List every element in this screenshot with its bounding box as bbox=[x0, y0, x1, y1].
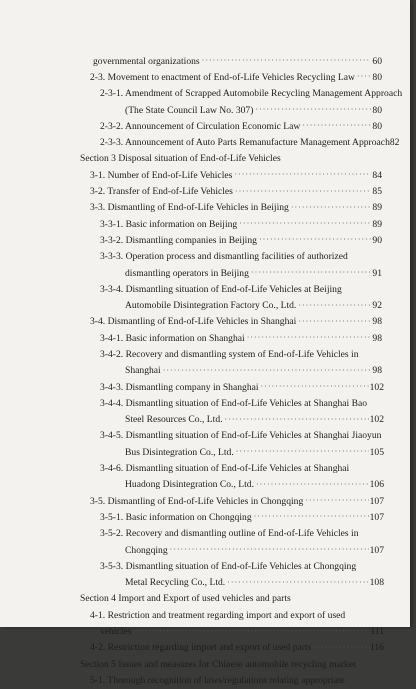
toc-entry-title: 3-3-3. Operation process and dismantling facilities of authorized bbox=[100, 251, 348, 263]
toc-entry-title: 3-4-3. Dismantling company in Shanghai bbox=[100, 381, 259, 393]
toc-entry-title: 3-3. Dismantling of End-of-Life Vehicles in Beijing bbox=[90, 202, 289, 214]
toc-entry bbox=[0, 216, 382, 232]
dot-leader bbox=[255, 105, 371, 115]
dot-leader bbox=[170, 545, 369, 555]
dot-leader bbox=[254, 512, 369, 522]
toc-entry-title: Section 5 Issues and measures for Chinese automobile recycling market bbox=[80, 658, 356, 670]
toc-page-number: 106 bbox=[369, 479, 384, 491]
toc-page-number: 107 bbox=[369, 544, 384, 556]
toc-entry-title: 2-3-1. Amendment of Scrapped Automobile Recycling Management Approach bbox=[100, 88, 403, 100]
toc-page-number: 107 bbox=[369, 495, 384, 507]
toc-entry bbox=[0, 265, 382, 281]
toc-entry bbox=[0, 346, 382, 362]
dot-leader bbox=[357, 72, 372, 82]
toc-entry-title: 3-4-1. Basic information on Shanghai bbox=[100, 332, 245, 344]
toc-page-number: 116 bbox=[369, 642, 384, 654]
dot-leader bbox=[261, 382, 369, 392]
toc-entry bbox=[0, 640, 384, 656]
dot-leader bbox=[225, 415, 369, 425]
toc-entry-title: vehicles bbox=[100, 626, 132, 638]
dot-leader bbox=[235, 187, 372, 197]
toc-entry bbox=[0, 412, 384, 428]
toc-entry bbox=[0, 444, 384, 460]
toc-entry bbox=[0, 151, 382, 167]
toc-page-number: 108 bbox=[369, 577, 384, 589]
toc-entry-title: 5-1. Thorough recognition of laws/regulations relating appropriate bbox=[90, 674, 345, 686]
dot-leader bbox=[234, 170, 371, 180]
toc-page-number: 89 bbox=[372, 202, 382, 214]
toc-entry-title: Bus Disintegration Co., Ltd. bbox=[125, 446, 234, 458]
toc-entry-title: 4-1. Restriction and treatment regarding import and export of used bbox=[90, 609, 346, 621]
toc-page-number: 102 bbox=[369, 381, 384, 393]
toc-entry-title: 4-2. Restriction regarding import and export of used parts bbox=[90, 642, 312, 654]
toc-page-number: 89 bbox=[372, 218, 382, 230]
toc-page-number: 80 bbox=[372, 104, 382, 116]
dot-leader bbox=[202, 56, 372, 66]
toc-entry-title: Section 3 Disposal situation of End-of-Life Vehicles bbox=[80, 153, 281, 165]
toc-entry-title: dismantling operators in Beijing bbox=[125, 267, 249, 279]
toc-entry-title: 3-2. Transfer of End-of-Life Vehicles bbox=[90, 186, 233, 198]
toc-entry bbox=[0, 509, 384, 525]
toc-entry bbox=[0, 591, 384, 607]
dot-leader bbox=[313, 643, 369, 653]
toc-page-number: 98 bbox=[372, 332, 382, 344]
dot-leader bbox=[256, 480, 369, 490]
toc-page-number: 102 bbox=[369, 414, 384, 426]
toc-entry bbox=[0, 656, 384, 672]
toc-entry-title: Huadong Disintegration Co., Ltd. bbox=[125, 479, 254, 491]
dot-leader bbox=[133, 627, 369, 637]
toc-entry bbox=[0, 477, 384, 493]
toc-entry bbox=[0, 558, 384, 574]
toc-entry bbox=[0, 86, 403, 102]
toc-entry-title: 3-5-2. Recovery and dismantling outline of End-of-Life Vehicles in bbox=[100, 528, 359, 540]
toc-page-number: 80 bbox=[372, 71, 382, 83]
toc-entry-title: 3-5-3. Dismantling situation of End-of-Life Vehicles at Chongqing bbox=[100, 560, 357, 572]
toc-entry-title: 2-3-2. Announcement of Circulation Economic Law bbox=[100, 120, 301, 132]
toc-entry bbox=[0, 330, 382, 346]
toc-entry bbox=[0, 672, 384, 688]
toc-entry bbox=[0, 53, 382, 69]
dot-leader bbox=[236, 447, 369, 457]
dot-leader bbox=[291, 203, 372, 213]
toc-entry bbox=[0, 249, 382, 265]
toc-entry-title: Steel Resources Co., Ltd. bbox=[125, 414, 223, 426]
toc-entry bbox=[0, 167, 382, 183]
toc-page-number: 90 bbox=[372, 234, 382, 246]
toc-entry-title: 2-3-3. Announcement of Auto Parts Remanufacture Management Approach bbox=[100, 137, 390, 149]
toc-page-number: 107 bbox=[369, 511, 384, 523]
toc-entry bbox=[0, 118, 382, 134]
dot-leader bbox=[305, 496, 368, 506]
toc-entry-title: 3-1. Number of End-of-Life Vehicles bbox=[90, 169, 233, 181]
toc-entry-title: 2-3. Movement to enactment of End-of-Life Vehicles Recycling Law bbox=[90, 71, 355, 83]
dot-leader bbox=[251, 268, 372, 278]
toc-page-number: 111 bbox=[370, 626, 384, 638]
toc-entry-title: 3-5-1. Basic information on Chongqing bbox=[100, 511, 252, 523]
dot-leader bbox=[227, 578, 368, 588]
toc-entry-title: 3-4-6. Dismantling situation of End-of-Life Vehicles at Shanghai bbox=[100, 463, 350, 475]
toc-entry bbox=[0, 395, 384, 411]
dot-leader bbox=[163, 366, 372, 376]
toc-entry-title: 3-4. Dismantling of End-of-Life Vehicles in Shanghai bbox=[90, 316, 297, 328]
toc-entry-title: 3-3-2. Dismantling companies in Beijing bbox=[100, 234, 257, 246]
toc-entry-title: Metal Recycling Co., Ltd. bbox=[125, 577, 226, 589]
toc-entry bbox=[0, 102, 382, 118]
toc-entry-title: Automobile Disintegration Factory Co., Ltd. bbox=[125, 300, 297, 312]
toc-entry-title: (The State Council Law No. 307) bbox=[125, 104, 254, 116]
toc-entry bbox=[0, 363, 382, 379]
toc-page-number: 98 bbox=[372, 365, 382, 377]
toc-entry-title: 3-4-2. Recovery and dismantling system of End-of-Life Vehicles in bbox=[100, 348, 359, 360]
toc-entry bbox=[0, 493, 384, 509]
toc-entry bbox=[0, 69, 382, 85]
toc-entry-title: 3-4-5. Dismantling situation of End-of-Life Vehicles at Shanghai Jiaoyun bbox=[100, 430, 382, 442]
toc-page-number: 80 bbox=[372, 120, 382, 132]
dot-leader bbox=[298, 301, 371, 311]
toc-entry bbox=[0, 200, 382, 216]
toc-entry bbox=[0, 526, 384, 542]
toc-entry bbox=[0, 607, 384, 623]
toc-page-number: 82 bbox=[389, 137, 400, 149]
toc-page-number: 85 bbox=[372, 186, 382, 198]
dot-leader bbox=[298, 317, 371, 327]
toc-page-number: 98 bbox=[372, 316, 382, 328]
dot-leader bbox=[259, 235, 371, 245]
toc-entry bbox=[0, 232, 382, 248]
toc-entry-title: 3-5. Dismantling of End-of-Life Vehicles in Chongqing bbox=[90, 495, 304, 507]
toc-entry bbox=[0, 575, 384, 591]
toc-page-number: 105 bbox=[369, 446, 384, 458]
dot-leader bbox=[247, 333, 372, 343]
toc-entry-title: 3-3-1. Basic information on Beijing bbox=[100, 218, 238, 230]
toc-entry bbox=[0, 428, 384, 444]
toc-entry bbox=[0, 542, 384, 558]
toc-page-number: 92 bbox=[372, 300, 382, 312]
toc-entry bbox=[0, 379, 384, 395]
table-of-contents bbox=[0, 53, 410, 689]
toc-entry-title: 3-3-4. Dismantling situation of End-of-Life Vehicles at Beijing bbox=[100, 283, 342, 295]
toc-entry bbox=[0, 134, 400, 150]
dot-leader bbox=[239, 219, 371, 229]
toc-entry-title: Chongqing bbox=[125, 544, 168, 556]
toc-entry-title: Shanghai bbox=[125, 365, 161, 377]
toc-entry-title: 3-4-4. Dismantling situation of End-of-Life Vehicles at Shanghai Bao bbox=[100, 397, 368, 409]
toc-entry bbox=[0, 314, 382, 330]
toc-entry bbox=[0, 623, 384, 639]
toc-entry bbox=[0, 297, 382, 313]
toc-page-number: 84 bbox=[372, 169, 382, 181]
toc-page-number: 60 bbox=[372, 55, 382, 67]
dot-leader bbox=[302, 121, 371, 131]
toc-entry bbox=[0, 460, 384, 476]
toc-page-number: 91 bbox=[372, 267, 382, 279]
toc-entry-title: governmental organizations bbox=[93, 55, 200, 67]
toc-entry-title: Section 4 Import and Export of used vehicles and parts bbox=[80, 593, 291, 605]
toc-entry bbox=[0, 281, 382, 297]
toc-entry bbox=[0, 183, 382, 199]
